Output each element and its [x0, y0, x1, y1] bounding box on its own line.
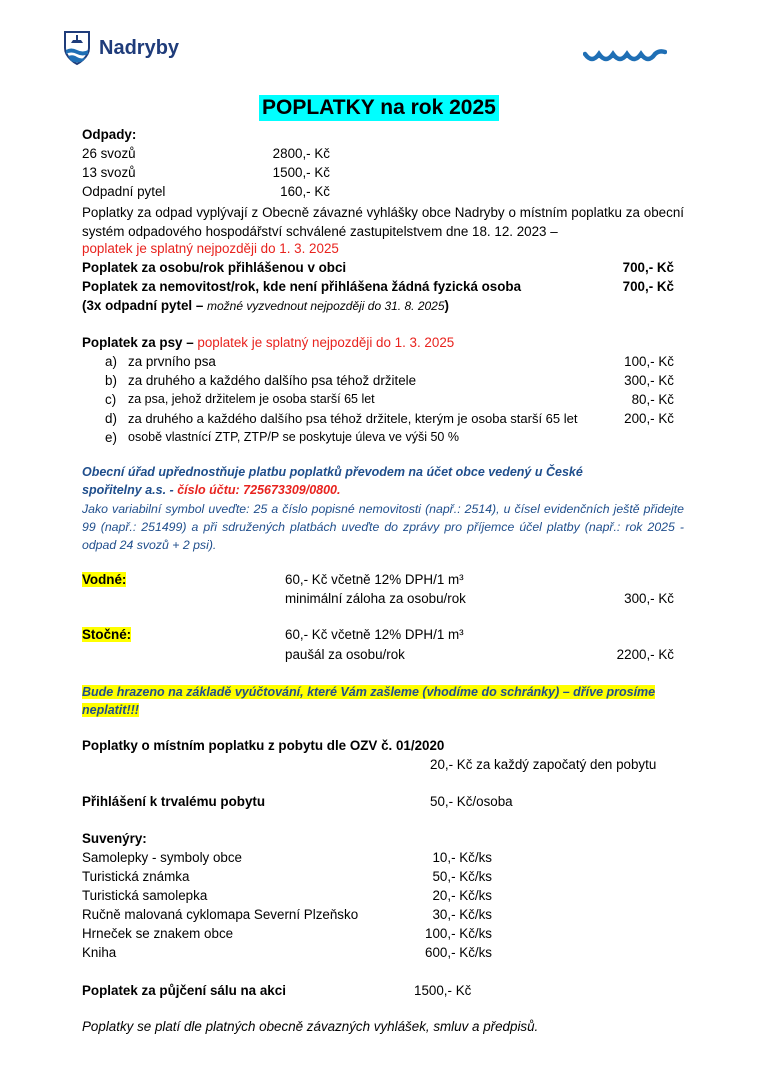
payment-line1: Obecní úřad upřednostňuje platbu poplatků převodem na účet obce vedený u České — [82, 465, 583, 479]
stocne-label: Stočné: — [82, 627, 132, 642]
suvenyr-label: Kniha — [82, 945, 117, 960]
vodne-price: 300,- Kč — [624, 591, 674, 606]
suvenyr-price-text: 30,- Kč/ks — [432, 907, 492, 922]
sal-price: 1500,- Kč — [414, 983, 472, 998]
bag-note-pre: (3x odpadní pytel – — [82, 298, 204, 313]
suvenyr-price — [370, 869, 492, 884]
suvenyr-price-text: 50,- Kč/ks — [432, 869, 492, 884]
suvenyr-label: Hrneček se znakem obce — [82, 926, 234, 941]
psi-item-mark: d) — [105, 411, 117, 426]
payment-account: číslo účtu: 725673309/0800. — [177, 483, 341, 497]
odpady-row-price: 160,- Kč — [280, 184, 330, 199]
bag-note-post: ) — [444, 298, 449, 313]
waves-icon — [583, 46, 667, 66]
fee-person-price: 700,- Kč — [622, 260, 674, 275]
psi-item-label: za prvního psa — [128, 354, 216, 369]
waves-logo — [583, 46, 667, 69]
logo — [63, 30, 193, 70]
suvenyr-price — [370, 888, 492, 903]
psi-item-mark: b) — [105, 373, 117, 388]
psi-item-label: za psa, jehož držitelem je osoba starší 65 let — [128, 392, 375, 406]
psi-item-price: 100,- Kč — [624, 354, 674, 369]
suvenyr-price-text: 10,- Kč/ks — [432, 850, 492, 865]
odpady-row-price: 2800,- Kč — [272, 146, 330, 161]
stocne-sub: paušál za osobu/rok — [285, 647, 405, 662]
billing-note-text: Bude hrazeno na základě vyúčtování, které Vám zašleme (vhodíme do schránky) – dříve prosíme neplatit!!! — [82, 685, 656, 717]
pobyt-heading: Poplatky o místním poplatku z pobytu dle OZV č. 01/2020 — [82, 738, 445, 753]
psi-item-mark: c) — [105, 392, 117, 407]
psi-heading — [82, 335, 454, 350]
sal-label: Poplatek za půjčení sálu na akci — [82, 983, 286, 998]
suvenyr-label: Turistická známka — [82, 869, 190, 884]
suvenyr-price-text: 600,- Kč/ks — [425, 945, 492, 960]
brand-name: Nadryby — [99, 37, 180, 59]
vodne-rate: 60,- Kč včetně 12% DPH/1 m³ — [285, 572, 464, 587]
suvenyr-price — [370, 945, 492, 960]
psi-item-label: osobě vlastnící ZTP, ZTP/P se poskytuje úleva ve výši 50 % — [128, 430, 459, 444]
suvenyr-price — [370, 907, 492, 922]
trvaly-price: 50,- Kč/osoba — [430, 794, 513, 809]
psi-due: poplatek je splatný nejpozději do 1. 3. 2025 — [197, 335, 455, 350]
suvenyr-price-text: 20,- Kč/ks — [432, 888, 492, 903]
payment-line2 — [82, 483, 341, 497]
fee-person-label: Poplatek za osobu/rok přihlášenou v obci — [82, 260, 347, 275]
coat-of-arms-icon — [63, 30, 91, 66]
page-title: POPLATKY na rok 2025 — [259, 95, 499, 121]
bag-note-italic: možné vyzvednout nejpozději do 31. 8. 2025 — [207, 299, 445, 313]
suvenyry-heading: Suvenýry: — [82, 831, 147, 846]
odpady-heading: Odpady: — [82, 127, 137, 142]
odpady-row-price: 1500,- Kč — [272, 165, 330, 180]
trvaly-label: Přihlášení k trvalému pobytu — [82, 794, 266, 809]
psi-item-mark: a) — [105, 354, 117, 369]
suvenyr-label: Turistická samolepka — [82, 888, 208, 903]
odpady-due: poplatek je splatný nejpozději do 1. 3. 2025 — [82, 241, 339, 256]
odpady-row-label: 13 svozů — [82, 165, 136, 180]
psi-item-label: za druhého a každého dalšího psa téhož držitele, kterým je osoba starší 65 let — [128, 411, 578, 426]
stocne-rate: 60,- Kč včetně 12% DPH/1 m³ — [285, 627, 464, 642]
payment-bank: spořitelny a.s. - — [82, 483, 174, 497]
psi-item-price: 80,- Kč — [631, 392, 674, 407]
suvenyr-price — [370, 850, 492, 865]
fee-property-label: Poplatek za nemovitost/rok, kde není přihlášena žádná fyzická osoba — [82, 279, 522, 294]
vodne-label: Vodné: — [82, 572, 127, 587]
suvenyr-label: Samolepky - symboly obce — [82, 850, 243, 865]
pobyt-price: 20,- Kč za každý započatý den pobytu — [430, 757, 657, 772]
psi-item-mark: e) — [105, 430, 117, 445]
odpady-paragraph: Poplatky za odpad vyplývají z Obecně závazné vyhlášky obce Nadryby o místním poplatku za obecní systém odpadového hospodářství schválené zastupitelstvem dne 18. 12. 2023 – — [82, 205, 684, 239]
vodne-sub: minimální záloha za osobu/rok — [285, 591, 466, 606]
psi-item-label: za druhého a každého dalšího psa téhož držitele — [128, 373, 417, 388]
psi-heading-label: Poplatek za psy – — [82, 335, 194, 350]
footer-note: Poplatky se platí dle platných obecně závazných vyhlášek, smluv a předpisů. — [82, 1019, 539, 1034]
odpady-row-label: Odpadní pytel — [82, 184, 166, 199]
psi-item-price: 200,- Kč — [624, 411, 674, 426]
suvenyr-label: Ručně malovaná cyklomapa Severní Plzeňsko — [82, 907, 359, 922]
bag-note — [82, 298, 449, 313]
odpady-row-label: 26 svozů — [82, 146, 136, 161]
billing-note — [82, 683, 662, 719]
psi-item-price: 300,- Kč — [624, 373, 674, 388]
suvenyr-price-text: 100,- Kč/ks — [425, 926, 492, 941]
stocne-price: 2200,- Kč — [616, 647, 674, 662]
payment-info: Jako variabilní symbol uveďte: 25 a číslo popisné nemovitosti (např.: 2514), u čísel evidenčních ještě přidejte 99 (např.: 251499) a při sdružených platbách uveďte do zprávy pro příjemce účel platby (např.: rok 2025 - odpad 24 svozů + 2 psi). — [82, 502, 684, 552]
fee-property-price: 700,- Kč — [622, 279, 674, 294]
suvenyr-price — [370, 926, 492, 941]
